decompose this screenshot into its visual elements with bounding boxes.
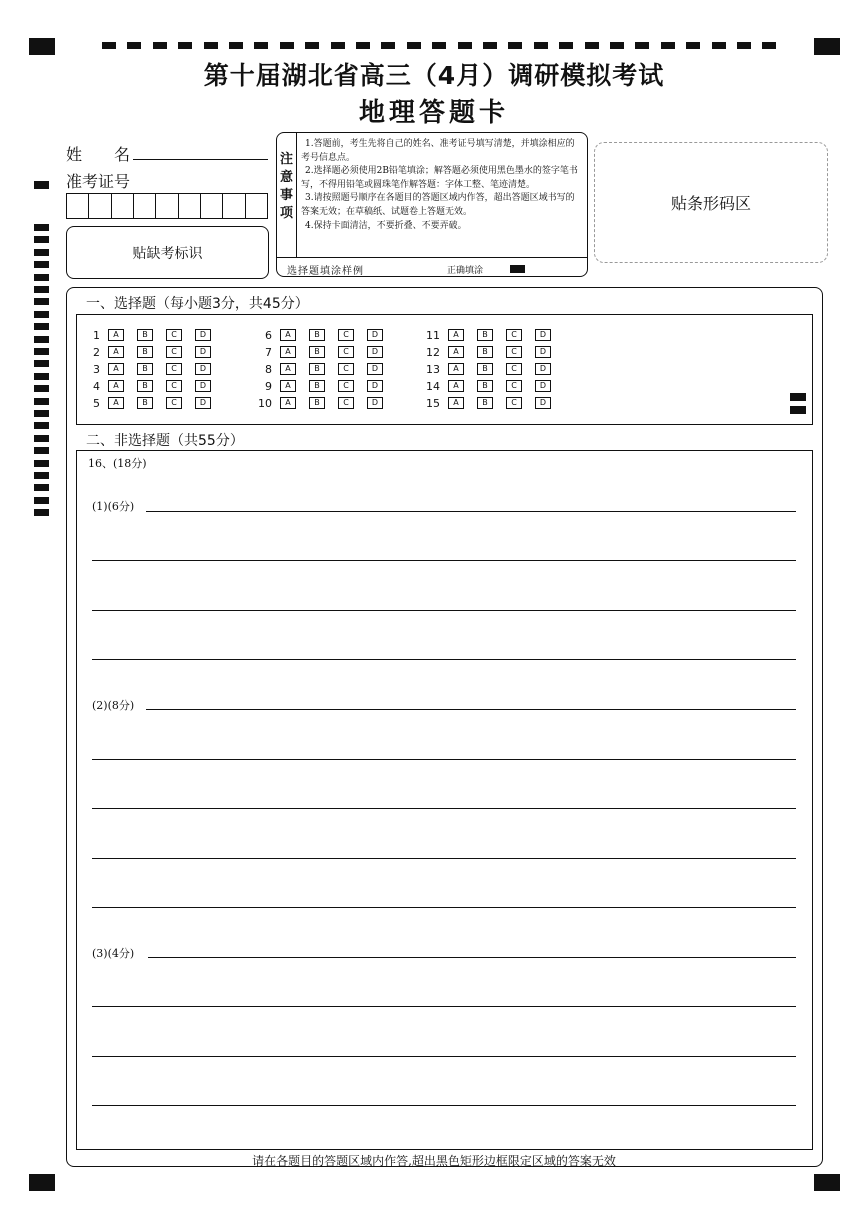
answer-line[interactable] — [148, 957, 796, 958]
timing-mark — [34, 298, 49, 305]
timing-mark — [34, 311, 49, 318]
timing-mark — [34, 224, 49, 231]
answer-line[interactable] — [92, 1056, 796, 1057]
mc-question-10 — [254, 396, 396, 410]
option-b-bubble[interactable]: B — [309, 346, 325, 358]
option-b-bubble[interactable]: B — [137, 329, 153, 341]
timing-mark — [34, 509, 49, 516]
option-b-bubble[interactable]: B — [137, 346, 153, 358]
barcode-area[interactable] — [594, 142, 828, 263]
timing-mark — [483, 42, 497, 49]
answer-line[interactable] — [92, 858, 796, 859]
question-number: 8 — [265, 362, 272, 376]
option-c-bubble[interactable]: C — [506, 380, 522, 392]
answer-line[interactable] — [92, 1006, 796, 1007]
timing-mark — [534, 42, 548, 49]
timing-mark — [661, 42, 675, 49]
timing-mark — [34, 236, 49, 243]
timing-mark — [737, 42, 751, 49]
timing-mark — [458, 42, 472, 49]
option-d-bubble[interactable]: D — [535, 346, 551, 358]
timing-mark — [34, 435, 49, 442]
question-number: 14 — [426, 379, 440, 393]
corner-mark-bottom-left — [29, 1174, 55, 1191]
mc-question-7 — [254, 345, 396, 359]
option-a-bubble[interactable]: A — [448, 397, 464, 409]
mc-question-2 — [82, 345, 224, 359]
option-d-bubble[interactable]: D — [367, 329, 383, 341]
question-number: 4 — [93, 379, 100, 393]
barcode-label: 贴条形码区 — [670, 194, 751, 213]
timing-mark — [34, 484, 49, 491]
option-a-bubble[interactable]: A — [448, 380, 464, 392]
timing-mark — [153, 42, 167, 49]
option-c-bubble[interactable]: C — [506, 363, 522, 375]
timing-mark — [229, 42, 243, 49]
correct-fill-sample — [510, 265, 525, 273]
exam-subtitle: 地理答题卡 — [358, 98, 509, 128]
option-c-bubble[interactable]: C — [506, 397, 522, 409]
part-2-label: (2)(8分) — [92, 699, 135, 712]
option-a-bubble[interactable]: A — [108, 380, 124, 392]
mc-question-14 — [422, 379, 564, 393]
option-b-bubble[interactable]: B — [477, 380, 493, 392]
option-b-bubble[interactable]: B — [477, 363, 493, 375]
option-b-bubble[interactable]: B — [477, 346, 493, 358]
timing-mark — [34, 336, 49, 343]
option-a-bubble[interactable]: A — [280, 329, 296, 341]
answer-line[interactable] — [92, 659, 796, 660]
option-c-bubble[interactable]: C — [338, 329, 354, 341]
timing-mark — [178, 42, 192, 49]
question-number: 13 — [426, 362, 440, 376]
name-label: 姓 名 — [66, 145, 131, 164]
corner-mark-bottom-right — [814, 1174, 840, 1191]
option-a-bubble[interactable]: A — [448, 363, 464, 375]
option-d-bubble[interactable]: D — [195, 397, 211, 409]
question-number: 10 — [258, 396, 272, 410]
timing-mark — [34, 422, 49, 429]
correct-fill-label: 正确填涂 — [447, 266, 484, 276]
timing-mark — [407, 42, 421, 49]
timing-mark — [432, 42, 446, 49]
option-c-bubble[interactable]: C — [166, 363, 182, 375]
option-a-bubble[interactable]: A — [108, 346, 124, 358]
timing-mark — [559, 42, 573, 49]
mc-question-9 — [254, 379, 396, 393]
part-3-label: (3)(4分) — [92, 947, 135, 960]
option-c-bubble[interactable]: C — [166, 397, 182, 409]
timing-mark — [204, 42, 218, 49]
answer-line[interactable] — [146, 511, 796, 512]
answer-line[interactable] — [92, 610, 796, 611]
option-a-bubble[interactable]: A — [280, 346, 296, 358]
option-b-bubble[interactable]: B — [309, 329, 325, 341]
timing-mark — [34, 497, 49, 504]
timing-mark — [34, 398, 49, 405]
question-number: 9 — [265, 379, 272, 393]
question-number: 2 — [93, 345, 100, 359]
question-number: 5 — [93, 396, 100, 410]
absent-mark-label: 贴缺考标识 — [132, 245, 203, 262]
option-a-bubble[interactable]: A — [448, 346, 464, 358]
option-d-bubble[interactable]: D — [195, 346, 211, 358]
timing-mark — [508, 42, 522, 49]
id-grid[interactable] — [66, 193, 268, 219]
option-a-bubble[interactable]: A — [448, 329, 464, 341]
timing-mark — [280, 42, 294, 49]
option-b-bubble[interactable]: B — [309, 363, 325, 375]
notice-box — [276, 132, 588, 277]
timing-mark — [331, 42, 345, 49]
option-b-bubble[interactable]: B — [137, 363, 153, 375]
fill-sample — [277, 257, 587, 279]
timing-mark — [635, 42, 649, 49]
timing-mark — [585, 42, 599, 49]
fill-sample-label: 选择题填涂样例 — [287, 266, 364, 277]
option-b-bubble[interactable]: B — [477, 397, 493, 409]
timing-mark — [686, 42, 700, 49]
name-field[interactable] — [133, 141, 268, 160]
mc-question-4 — [82, 379, 224, 393]
answer-line[interactable] — [92, 1105, 796, 1106]
mc-question-3 — [82, 362, 224, 376]
timing-mark — [34, 410, 49, 417]
option-d-bubble[interactable]: D — [367, 380, 383, 392]
option-a-bubble[interactable]: A — [280, 363, 296, 375]
option-d-bubble[interactable]: D — [535, 380, 551, 392]
notice-item: 3.请按照题号顺序在各题目的答题区域内作答，超出答题区域书写的答案无效；在草稿纸、试题卷上答题无效。 — [301, 193, 575, 217]
timing-mark — [127, 42, 141, 49]
option-a-bubble[interactable]: A — [280, 380, 296, 392]
option-d-bubble[interactable]: D — [535, 329, 551, 341]
timing-mark — [34, 373, 49, 380]
answer-line[interactable] — [92, 907, 796, 908]
question-16-label: 16、(18分) — [88, 457, 147, 470]
option-b-bubble[interactable]: B — [137, 397, 153, 409]
exam-title: 第十届湖北省高三（4月）调研模拟考试 — [203, 61, 665, 90]
option-c-bubble[interactable]: C — [338, 380, 354, 392]
option-d-bubble[interactable]: D — [535, 363, 551, 375]
answer-line[interactable] — [92, 808, 796, 809]
option-b-bubble[interactable]: B — [137, 380, 153, 392]
option-a-bubble[interactable]: A — [108, 363, 124, 375]
timing-mark — [34, 460, 49, 467]
mc-question-12 — [422, 345, 564, 359]
timing-mark — [381, 42, 395, 49]
timing-mark — [34, 261, 49, 268]
timing-mark — [34, 323, 49, 330]
option-c-bubble[interactable]: C — [338, 346, 354, 358]
timing-mark — [34, 348, 49, 355]
mc-question-1 — [82, 328, 224, 342]
mc-question-8 — [254, 362, 396, 376]
option-c-bubble[interactable]: C — [338, 363, 354, 375]
option-d-bubble[interactable]: D — [535, 397, 551, 409]
option-c-bubble[interactable]: C — [166, 329, 182, 341]
timing-mark — [34, 360, 49, 367]
part-1-label: (1)(6分) — [92, 500, 135, 513]
timing-mark — [34, 472, 49, 479]
timing-mark — [254, 42, 268, 49]
section1-title: 一、选择题（每小题3分，共45分） — [86, 296, 309, 312]
mc-question-11 — [422, 328, 564, 342]
option-d-bubble[interactable]: D — [195, 380, 211, 392]
option-d-bubble[interactable]: D — [367, 363, 383, 375]
timing-mark — [762, 42, 776, 49]
notice-item: 4.保持卡面清洁，不要折叠、不要弄破。 — [305, 220, 467, 231]
id-label: 准考证号 — [66, 172, 131, 191]
timing-mark — [356, 42, 370, 49]
mc-question-15 — [422, 396, 564, 410]
option-c-bubble[interactable]: C — [338, 397, 354, 409]
question-number: 3 — [93, 362, 100, 376]
option-d-bubble[interactable]: D — [195, 363, 211, 375]
option-a-bubble[interactable]: A — [108, 329, 124, 341]
option-b-bubble[interactable]: B — [309, 380, 325, 392]
mc-question-5 — [82, 396, 224, 410]
option-c-bubble[interactable]: C — [166, 380, 182, 392]
timing-mark — [610, 42, 624, 49]
notice-side-label: 注 意 事 项 — [277, 133, 297, 257]
question-number: 15 — [426, 396, 440, 410]
section2-title: 二、非选择题（共55分） — [86, 433, 244, 449]
question-number: 1 — [93, 328, 100, 342]
option-a-bubble[interactable]: A — [280, 397, 296, 409]
option-c-bubble[interactable]: C — [506, 329, 522, 341]
notice-items — [301, 138, 583, 233]
option-b-bubble[interactable]: B — [477, 329, 493, 341]
option-d-bubble[interactable]: D — [367, 346, 383, 358]
timing-mark — [34, 286, 49, 293]
question-number: 11 — [426, 328, 440, 342]
answer-line[interactable] — [92, 560, 796, 561]
timing-mark — [102, 42, 116, 49]
question-number: 6 — [265, 328, 272, 342]
corner-mark-top-right — [814, 38, 840, 55]
option-c-bubble[interactable]: C — [506, 346, 522, 358]
timing-mark-left-id — [34, 181, 49, 189]
corner-mark-top-left — [29, 38, 55, 55]
timing-mark — [34, 447, 49, 454]
free-response-box — [76, 450, 813, 1150]
question-number: 7 — [265, 345, 272, 359]
answer-line[interactable] — [146, 709, 796, 710]
mc-question-6 — [254, 328, 396, 342]
option-c-bubble[interactable]: C — [166, 346, 182, 358]
mc-question-13 — [422, 362, 564, 376]
option-a-bubble[interactable]: A — [108, 397, 124, 409]
absent-mark-box[interactable] — [66, 226, 269, 279]
timing-mark — [34, 274, 49, 281]
timing-mark — [305, 42, 319, 49]
option-d-bubble[interactable]: D — [195, 329, 211, 341]
notice-item: 2.选择题必须使用2B铅笔填涂；解答题必须使用黑色墨水的签字笔书写，不得用铅笔或圆珠笔作解答题：字体工整、笔迹清楚。 — [301, 166, 578, 190]
timing-mark — [34, 249, 49, 256]
answer-line[interactable] — [92, 759, 796, 760]
option-d-bubble[interactable]: D — [367, 397, 383, 409]
option-b-bubble[interactable]: B — [309, 397, 325, 409]
timing-mark — [712, 42, 726, 49]
footer-note: 请在各题目的答题区域内作答,超出黑色矩形边框限定区域的答案无效 — [252, 1154, 616, 1168]
timing-mark — [34, 385, 49, 392]
notice-item: 1.答题前，考生先将自己的姓名、准考证号填写清楚，并填涂相应的考号信息点。 — [301, 139, 575, 163]
question-number: 12 — [426, 345, 440, 359]
